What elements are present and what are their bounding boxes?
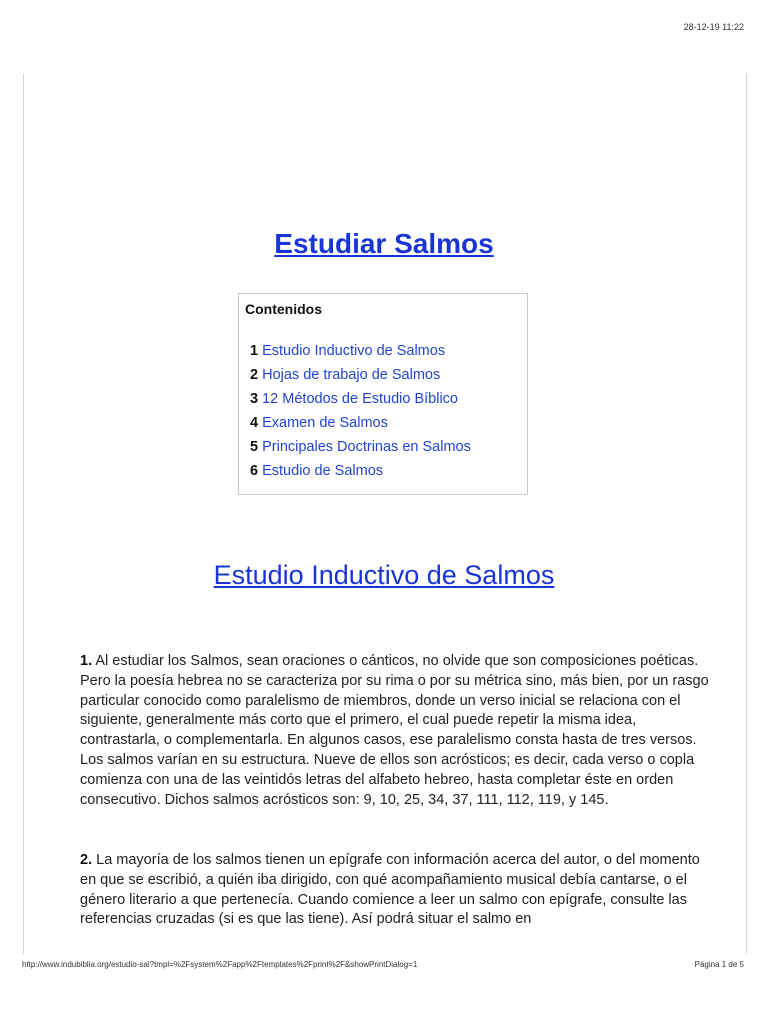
section-title[interactable]: Estudio Inductivo de Salmos — [213, 560, 555, 590]
toc-heading: Contenidos — [245, 301, 322, 317]
paragraph-text: La mayoría de los salmos tienen un epígrafe con información acerca del autor, o del momento en que se escribió, a quién iba dirigido, con qué acompañamiento musical debía cantarse, o el género literario a que pertenecía. Cuando comience a leer un salmo con epígrafe, consulte las referencias cruzadas (si es que las tiene). Así podrá situar el salmo en — [80, 852, 700, 928]
toc-item-2[interactable] — [250, 363, 471, 387]
print-datetime: 28-12-19 11:22 — [683, 22, 744, 32]
toc-link[interactable]: Examen de Salmos — [262, 415, 388, 431]
toc-list — [250, 339, 471, 483]
table-of-contents — [238, 293, 528, 495]
page-number: Página 1 de 5 — [694, 960, 744, 969]
paragraph-number: 1. — [80, 653, 93, 669]
paragraph-number: 2. — [80, 852, 93, 868]
toc-item-5[interactable] — [250, 435, 471, 459]
paragraph — [80, 652, 712, 810]
toc-item-number: 2 — [250, 367, 259, 383]
toc-item-number: 5 — [250, 439, 259, 455]
toc-item-3[interactable] — [250, 387, 471, 411]
toc-item-1[interactable] — [250, 339, 471, 363]
print-footer-url: http://www.indubiblia.org/estudio-sal?tmpl=%2Fsystem%2Fapp%2Ftemplates%2Fprint%2F&showPrintDialog=1 — [22, 960, 418, 969]
toc-item-number: 1 — [250, 343, 259, 359]
toc-item-6[interactable] — [250, 459, 471, 483]
toc-link[interactable]: Estudio Inductivo de Salmos — [262, 343, 446, 359]
paragraph-text: Al estudiar los Salmos, sean oraciones o cánticos, no olvide que son composiciones poéticas. Pero la poesía hebrea no se caracteriza por su rima o por su métrica sino, más bien, por un rasgo particular conocido como paralelismo de miembros, donde un verso inicial se relaciona con el siguiente, generalmente más corto que el primero, el cual puede repetir la misma idea, contrastarla, o complementarla. En algunos casos, ese paralelismo consta hasta de tres versos. Los salmos varían en su estructura. Nueve de ellos son acrósticos; es decir, cada verso o copla comienza con una de las veintidós letras del alfabeto hebreo, hasta completar éste en orden consecutivo. Dichos salmos acrósticos son: 9, 10, 25, 34, 37, 111, 112, 119, y 145. — [80, 653, 709, 808]
toc-link[interactable]: Hojas de trabajo de Salmos — [262, 367, 441, 383]
toc-link[interactable]: 12 Métodos de Estudio Bíblico — [262, 391, 458, 407]
toc-item-4[interactable] — [250, 411, 471, 435]
toc-link[interactable]: Principales Doctrinas en Salmos — [262, 439, 471, 455]
toc-item-number: 3 — [250, 391, 259, 407]
page-title[interactable]: Estudiar Salmos — [274, 228, 494, 259]
toc-item-number: 6 — [250, 463, 259, 479]
page-frame — [23, 74, 747, 954]
paragraph — [80, 851, 712, 930]
toc-link[interactable]: Estudio de Salmos — [262, 463, 384, 479]
toc-item-number: 4 — [250, 415, 259, 431]
